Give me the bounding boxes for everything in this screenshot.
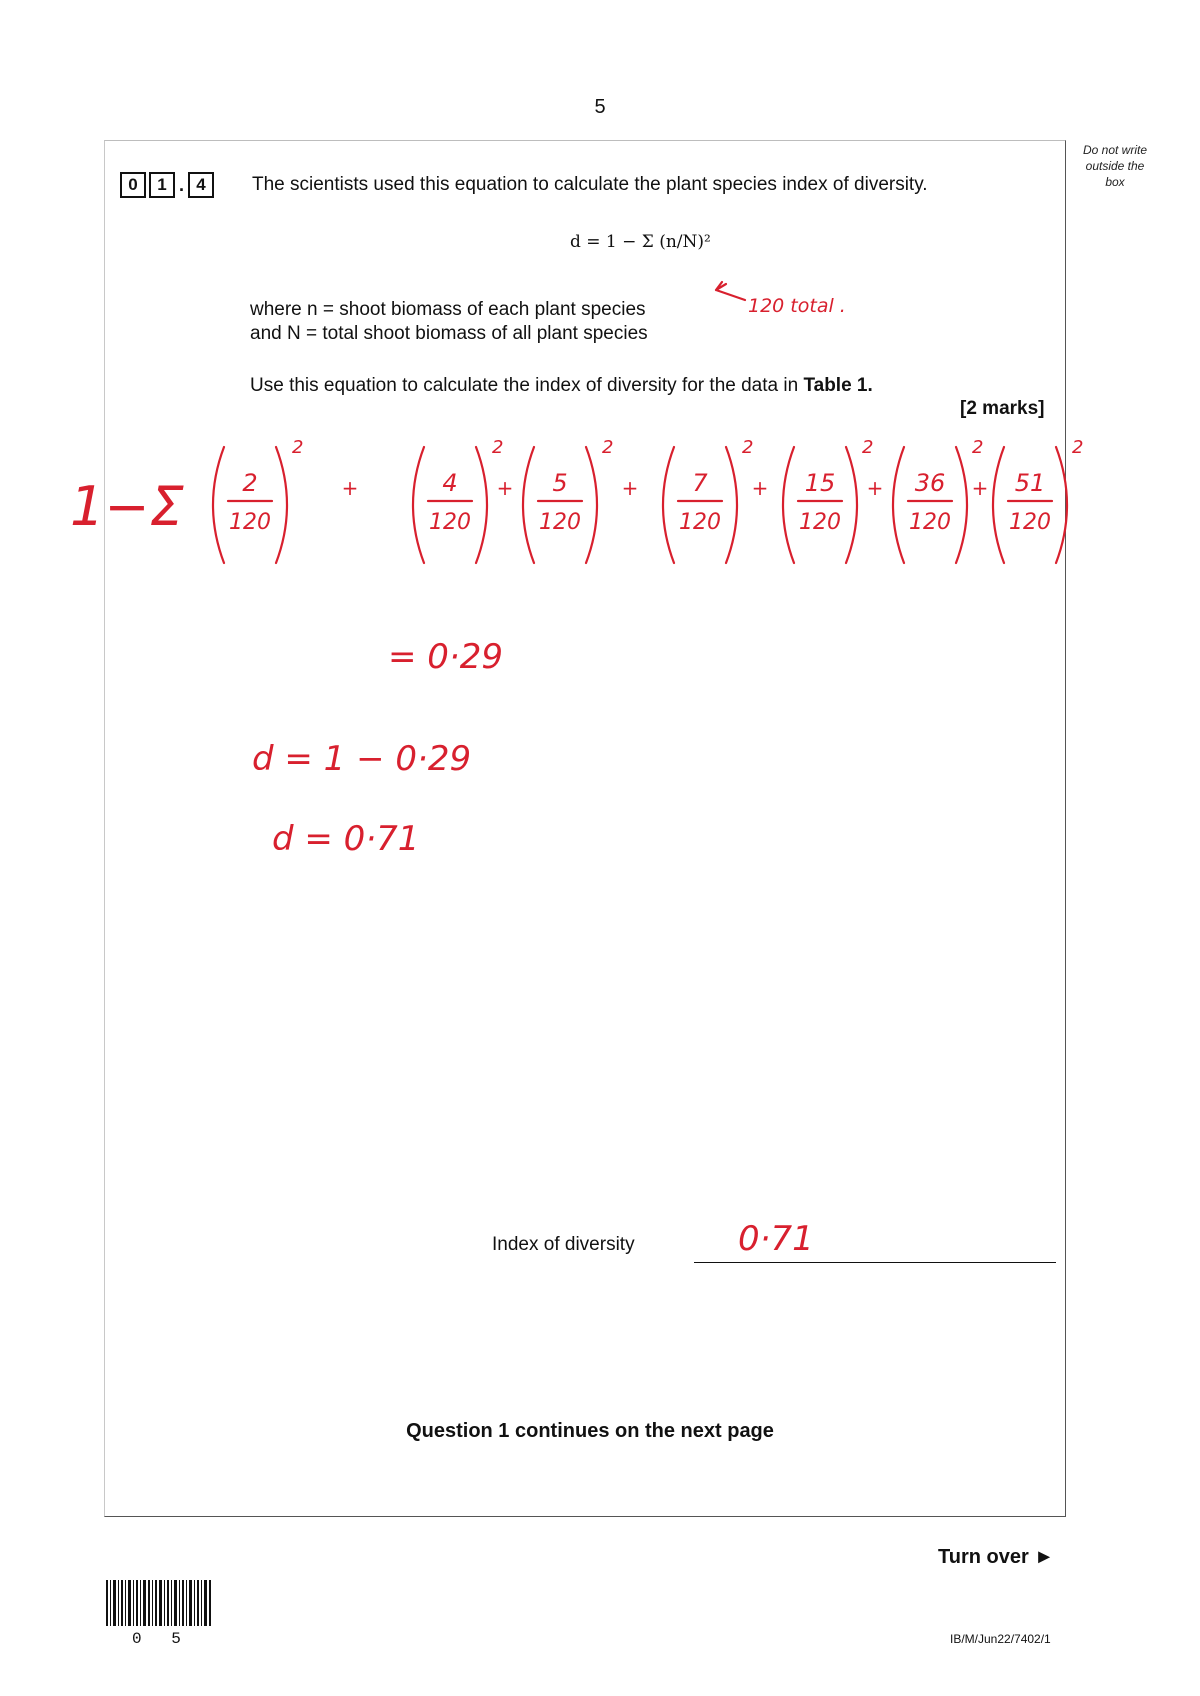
question-number-box: 1 bbox=[149, 172, 175, 198]
fraction-numerator: 4 bbox=[442, 469, 458, 497]
plus-sign: + bbox=[866, 476, 884, 500]
question-number-box: 0 bbox=[120, 172, 146, 198]
continues-note: Question 1 continues on the next page bbox=[406, 1420, 774, 1442]
fraction-denominator: 120 bbox=[429, 510, 471, 535]
fraction-paren-left bbox=[893, 447, 904, 563]
fraction-paren-left bbox=[413, 447, 424, 563]
plus-sign: + bbox=[971, 476, 989, 500]
margin-note-line: box bbox=[1105, 175, 1125, 189]
annotation-arrow bbox=[716, 282, 745, 300]
margin-note-line: outside the bbox=[1085, 159, 1145, 173]
paper-reference: IB/M/Jun22/7402/1 bbox=[950, 1632, 1051, 1646]
fraction-exponent: 2 bbox=[602, 437, 614, 458]
definition-N: and N = total shoot biomass of all plant species bbox=[250, 323, 648, 344]
fraction-paren-right bbox=[846, 447, 857, 563]
fraction-paren-right bbox=[476, 447, 487, 563]
fraction-numerator: 7 bbox=[692, 469, 708, 497]
plus-sign: + bbox=[751, 476, 769, 500]
fraction-denominator: 120 bbox=[229, 510, 271, 535]
fraction-exponent: 2 bbox=[972, 437, 984, 458]
fraction-exponent: 2 bbox=[292, 437, 304, 458]
answer-line bbox=[694, 1262, 1056, 1263]
index-label: Index of diversity bbox=[492, 1234, 635, 1255]
sum-prefix: 1−Σ bbox=[70, 475, 184, 538]
barcode bbox=[106, 1580, 212, 1626]
fraction-numerator: 36 bbox=[914, 469, 946, 497]
fraction-exponent: 2 bbox=[862, 437, 874, 458]
plus-sign: + bbox=[621, 476, 639, 500]
question-number-dot: . bbox=[179, 174, 185, 195]
fraction-paren-left bbox=[213, 447, 224, 563]
barcode-digits: 0 5 bbox=[132, 1630, 191, 1648]
fraction-denominator: 120 bbox=[539, 510, 581, 535]
marks-label: [2 marks] bbox=[960, 398, 1045, 419]
fraction-paren-right bbox=[1056, 447, 1067, 563]
turn-over-label: Turn over ► bbox=[938, 1546, 1055, 1568]
fraction-paren-left bbox=[663, 447, 674, 563]
fraction-paren-right bbox=[586, 447, 597, 563]
fraction-paren-right bbox=[726, 447, 737, 563]
fraction-numerator: 51 bbox=[1014, 469, 1046, 497]
fraction-exponent: 2 bbox=[492, 437, 504, 458]
instruction-text: Use this equation to calculate the index of diversity for the data in bbox=[250, 375, 804, 396]
plus-sign: + bbox=[496, 476, 514, 500]
fraction-paren-left bbox=[993, 447, 1004, 563]
total-annotation: 120 total . bbox=[748, 295, 846, 317]
fraction-paren-left bbox=[523, 447, 534, 563]
fraction-denominator: 120 bbox=[799, 510, 841, 535]
answer-value: 0·71 bbox=[738, 1219, 814, 1259]
fraction-paren-right bbox=[956, 447, 967, 563]
fraction-paren-left bbox=[783, 447, 794, 563]
question-number-box: 4 bbox=[188, 172, 214, 198]
diversity-equation: d = 1 − Σ (n/N)² bbox=[570, 232, 711, 252]
working-line-3: d = 0·71 bbox=[272, 819, 420, 859]
fraction-denominator: 120 bbox=[679, 510, 721, 535]
instruction-table-ref: Table 1. bbox=[803, 375, 873, 396]
working-line-2: d = 1 − 0·29 bbox=[252, 739, 472, 779]
fraction-paren-right bbox=[276, 447, 287, 563]
fraction-exponent: 2 bbox=[742, 437, 754, 458]
fraction-denominator: 120 bbox=[1009, 510, 1051, 535]
fraction-numerator: 5 bbox=[552, 469, 568, 497]
page-number: 5 bbox=[594, 96, 606, 118]
fraction-group bbox=[213, 437, 1083, 563]
margin-note-line: Do not write bbox=[1082, 143, 1148, 157]
fraction-numerator: 2 bbox=[242, 469, 258, 497]
plus-sign: + bbox=[341, 476, 359, 500]
fraction-exponent: 2 bbox=[1072, 437, 1084, 458]
working-line-1: = 0·29 bbox=[388, 637, 503, 677]
fraction-denominator: 120 bbox=[909, 510, 951, 535]
fraction-numerator: 15 bbox=[804, 469, 836, 497]
question-text: The scientists used this equation to calculate the plant species index of diversity. bbox=[252, 174, 928, 195]
definition-n: where n = shoot biomass of each plant species bbox=[250, 299, 646, 320]
